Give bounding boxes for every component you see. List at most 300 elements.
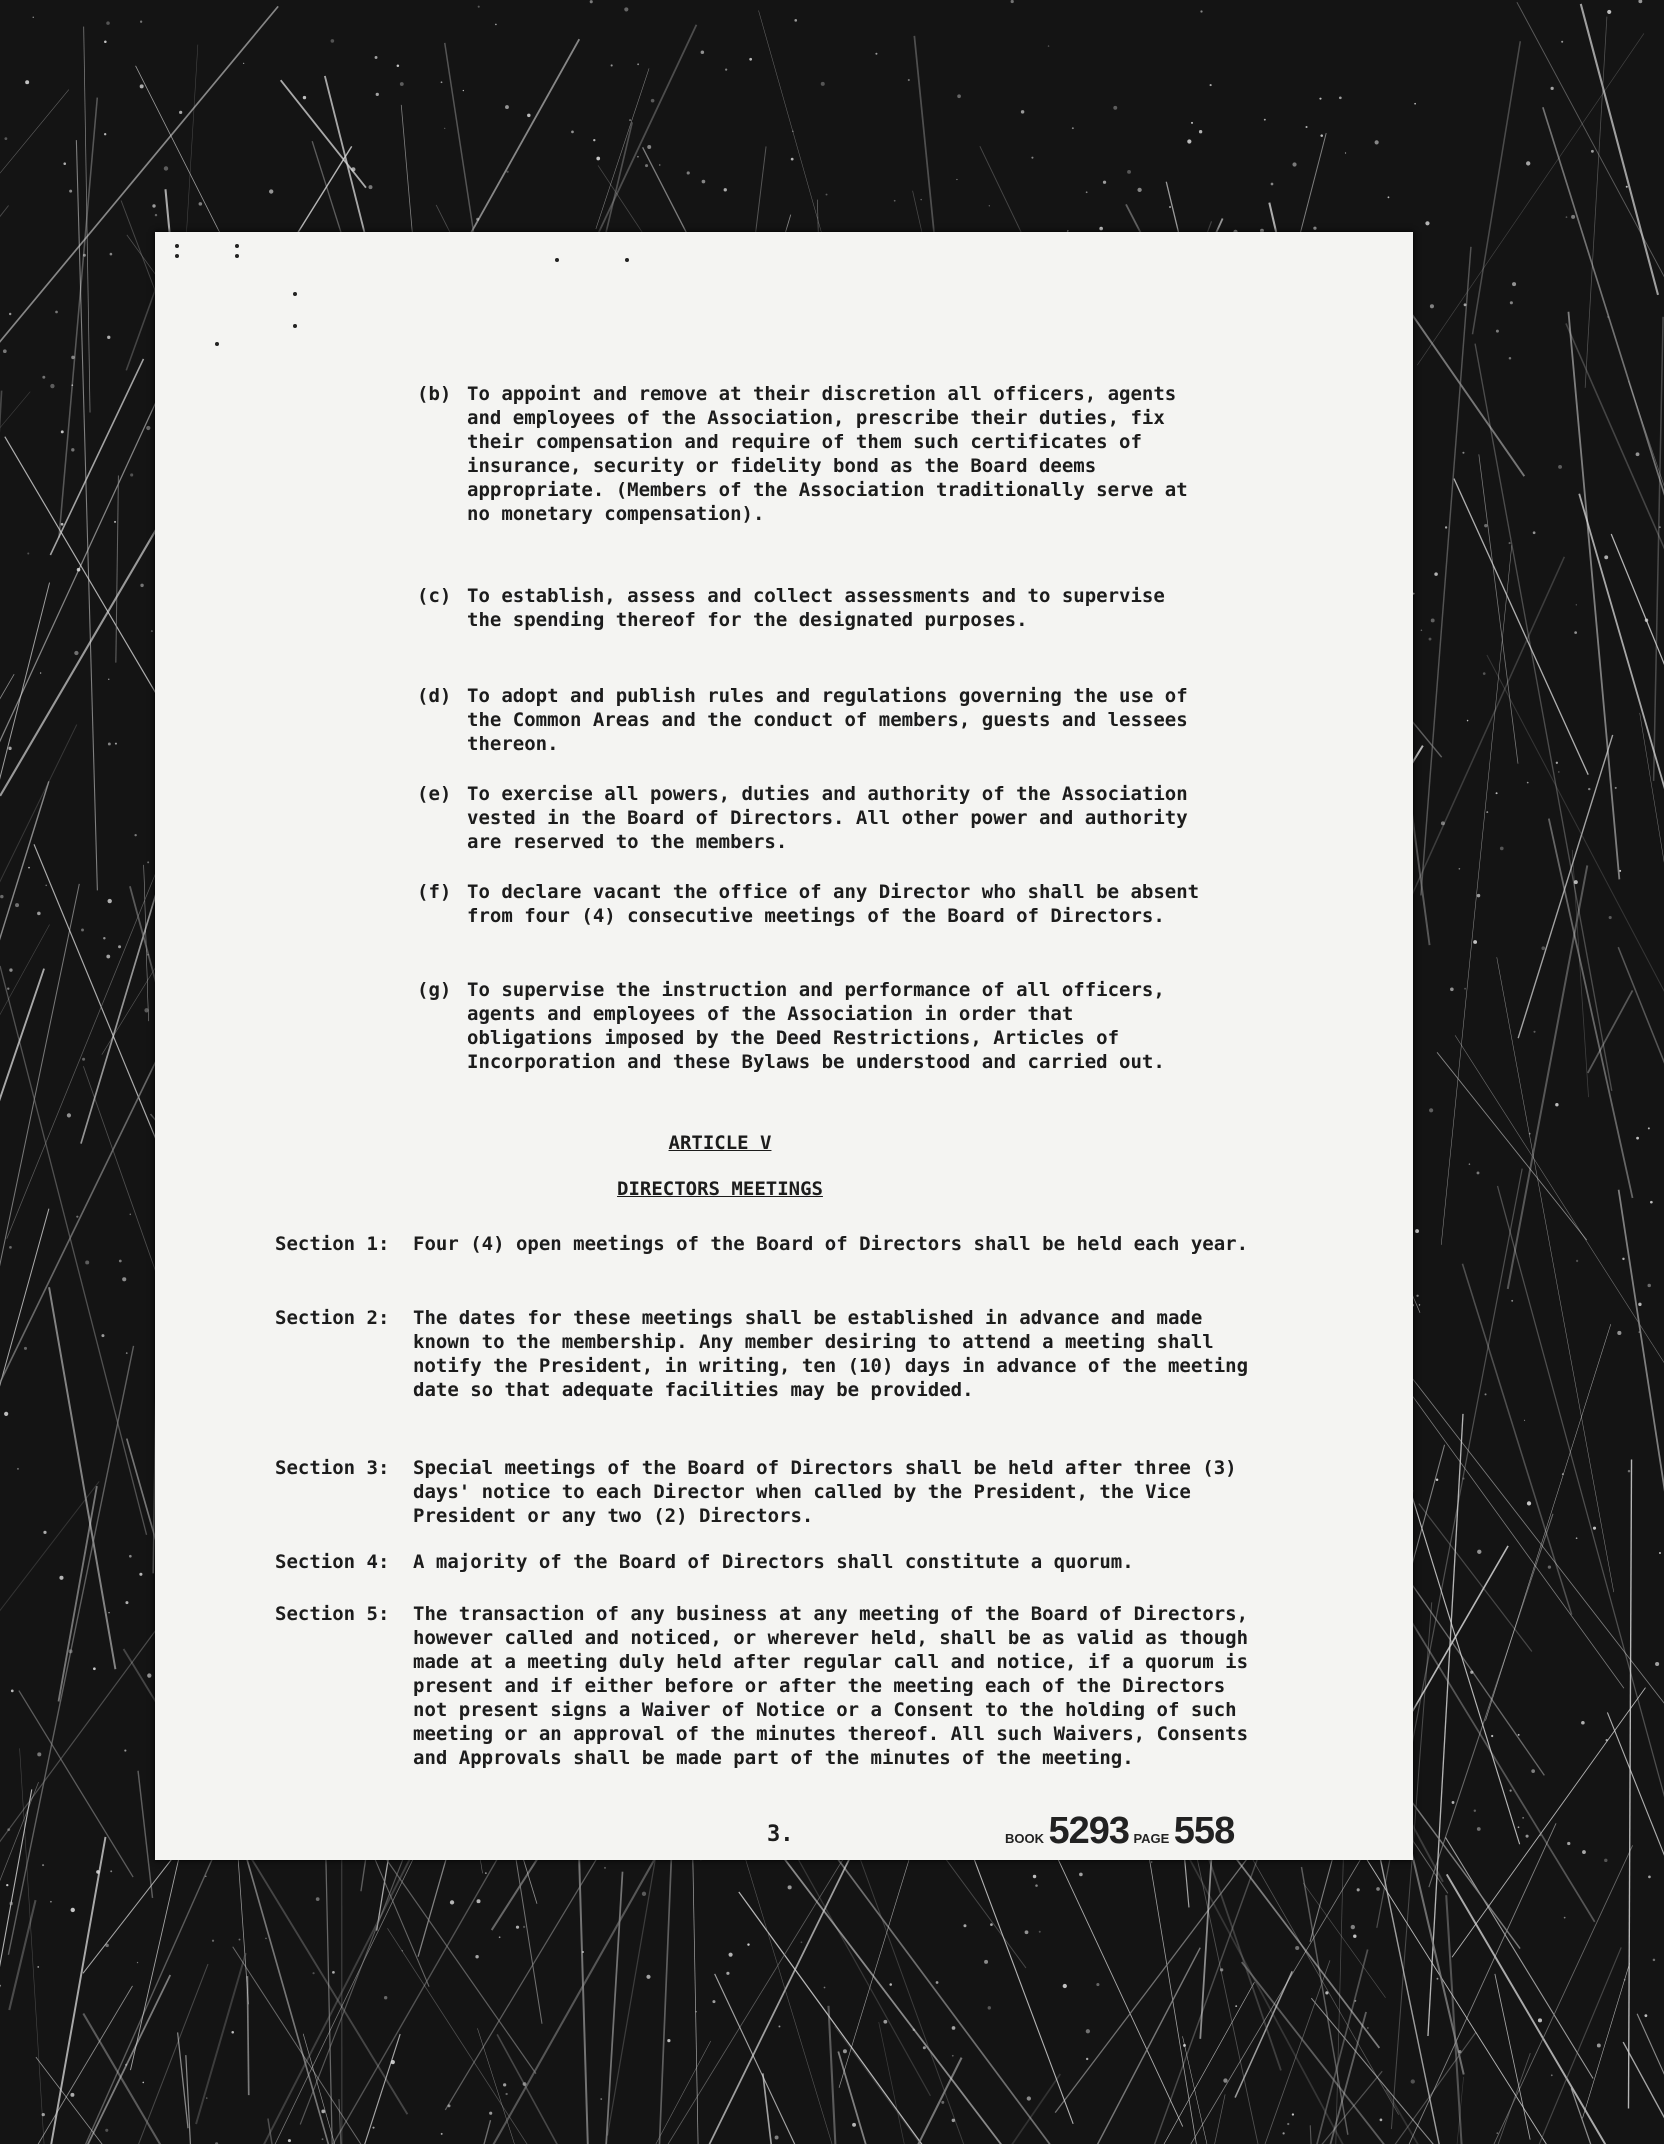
noise-speck: [69, 1649, 73, 1653]
noise-speck: [1484, 524, 1487, 527]
noise-speck: [952, 2119, 955, 2122]
noise-speck: [9, 1902, 13, 1906]
noise-speck: [984, 1960, 988, 1964]
noise-speck: [1562, 1473, 1564, 1475]
noise-speck: [152, 204, 155, 207]
noise-speck: [1414, 103, 1416, 105]
scratch-line: [1487, 655, 1664, 1187]
noise-speck: [1636, 1137, 1639, 1140]
noise-speck: [444, 128, 445, 129]
noise-speck: [747, 1943, 749, 1945]
section-text: A majority of the Board of Directors shall constitute a quorum.: [413, 1551, 1134, 1573]
noise-speck: [42, 2113, 45, 2116]
noise-speck: [397, 64, 400, 67]
noise-speck: [1555, 1103, 1558, 1106]
noise-speck: [9, 313, 11, 315]
noise-speck: [1375, 140, 1379, 144]
noise-speck: [1574, 631, 1577, 634]
noise-speck: [103, 937, 105, 939]
scratch-line: [477, 2028, 570, 2144]
scratch-line: [247, 1976, 248, 2095]
noise-speck: [63, 162, 66, 165]
noise-speck: [794, 19, 797, 22]
noise-speck: [1151, 1861, 1152, 1862]
scratch-line: [1479, 454, 1518, 763]
noise-speck: [582, 1951, 584, 1953]
power-item-d: [417, 684, 1207, 756]
noise-speck: [1470, 1671, 1473, 1674]
noise-speck: [42, 1864, 44, 1866]
document-page: [155, 232, 1413, 1860]
scratch-line: [341, 2120, 491, 2144]
noise-speck: [96, 1870, 100, 1874]
noise-speck: [59, 1576, 63, 1580]
noise-speck: [147, 1673, 151, 1677]
noise-speck: [1339, 96, 1342, 99]
noise-speck: [104, 40, 107, 43]
noise-speck: [596, 157, 600, 161]
scratch-line: [0, 1209, 49, 1762]
noise-speck: [667, 2039, 670, 2042]
noise-speck: [1011, 0, 1014, 3]
scratch-line: [1273, 2032, 1476, 2144]
noise-speck: [134, 834, 136, 836]
noise-speck: [1292, 162, 1296, 166]
noise-speck: [369, 185, 373, 189]
noise-speck: [164, 166, 168, 170]
item-label: (g): [417, 979, 452, 1001]
noise-speck: [1169, 206, 1171, 208]
noise-speck: [1063, 1984, 1067, 1988]
item-text: To establish, assess and collect assessments and to supervise the spending thereof for the designated purposes.: [467, 585, 1165, 631]
noise-speck: [1496, 330, 1499, 333]
noise-speck: [1551, 87, 1554, 90]
noise-speck: [1582, 1850, 1586, 1854]
noise-speck: [50, 384, 54, 388]
noise-speck: [1416, 1295, 1418, 1297]
scratch-line: [1062, 1982, 1255, 2144]
noise-speck: [288, 2139, 291, 2142]
scratch-line: [324, 2034, 400, 2144]
noise-speck: [77, 568, 81, 572]
item-text: To supervise the instruction and performance of all officers, agents and employees of the Association in order that obligations imposed by the Deed Restrictions, Articles of Incorporation and these Bylaws be understood and carried out.: [467, 979, 1165, 1073]
scratch-line: [1618, 947, 1664, 1248]
noise-speck: [523, 1926, 525, 1928]
noise-speck: [1033, 1875, 1036, 1878]
scratch-line: [50, 359, 143, 555]
noise-speck: [33, 17, 34, 18]
scratch-line: [828, 2006, 853, 2144]
noise-speck: [1431, 619, 1435, 623]
scratch-line: [0, 392, 30, 611]
noise-speck: [527, 114, 530, 117]
scratch-line: [1455, 1035, 1664, 1449]
scratch-line: [1640, 713, 1664, 1434]
noise-speck: [1458, 2050, 1461, 2053]
noise-speck: [1477, 1827, 1481, 1831]
noise-speck: [1617, 1331, 1621, 1335]
noise-speck: [137, 1962, 138, 1963]
noise-speck: [1609, 916, 1612, 919]
scratch-line: [1611, 534, 1664, 1029]
noise-speck: [108, 742, 111, 745]
noise-speck: [104, 133, 106, 135]
scratch-line: [0, 583, 50, 963]
power-item-b: [417, 382, 1207, 526]
noise-speck: [50, 1901, 52, 1903]
noise-speck: [199, 202, 203, 206]
noise-speck: [1411, 2079, 1415, 2083]
noise-speck: [384, 1996, 387, 1999]
noise-speck: [1576, 1260, 1578, 1262]
noise-speck: [1526, 161, 1530, 165]
noise-speck: [1437, 1978, 1439, 1980]
noise-speck: [1648, 1876, 1651, 1879]
noise-speck: [1604, 555, 1608, 559]
noise-speck: [788, 1885, 792, 1889]
scratch-line: [0, 1481, 99, 1935]
noise-speck: [140, 584, 143, 587]
item-label: (d): [417, 685, 452, 707]
noise-speck: [1086, 2029, 1090, 2033]
scratch-line: [1543, 107, 1664, 597]
noise-speck: [76, 1216, 78, 1218]
noise-speck: [1561, 41, 1563, 43]
noise-speck: [206, 2097, 207, 2098]
noise-speck: [1429, 638, 1432, 641]
noise-speck: [37, 1752, 41, 1756]
noise-speck: [506, 171, 508, 173]
scratch-line: [1579, 494, 1664, 850]
scratch-line: [1654, 317, 1663, 781]
noise-speck: [624, 7, 628, 11]
scratch-line: [879, 2022, 908, 2144]
noise-speck: [1527, 1501, 1531, 1505]
scratch-line: [1447, 1874, 1633, 2144]
section-text: Special meetings of the Board of Directors shall be held after three (3) days' notice to each Director when called by the President, the Vice President or any two (2) Directors.: [413, 1457, 1237, 1527]
noise-speck: [402, 1950, 403, 1951]
noise-speck: [1548, 1565, 1551, 1568]
scratch-line: [0, 1837, 105, 2144]
noise-speck: [243, 63, 244, 64]
book-page-stamp: [1005, 1810, 1234, 1853]
noise-speck: [140, 84, 144, 88]
noise-speck: [83, 254, 86, 257]
noise-speck: [1086, 2058, 1088, 2060]
noise-speck: [7, 1828, 10, 1831]
noise-speck: [441, 2133, 443, 2135]
noise-speck: [778, 2025, 780, 2027]
section-label: Section 3:: [275, 1457, 390, 1479]
noise-speck: [155, 214, 157, 216]
noise-speck: [1305, 126, 1307, 128]
scratch-line: [1421, 247, 1471, 896]
scratch-line: [1637, 2014, 1664, 2144]
scratch-line: [19, 1691, 133, 1878]
noise-speck: [1624, 1979, 1626, 1981]
item-text: To adopt and publish rules and regulations governing the use of the Common Areas and the conduct of members, guests and lessees thereon.: [467, 685, 1188, 755]
noise-speck: [1464, 303, 1467, 306]
noise-speck: [1659, 1552, 1661, 1554]
scratch-line: [1473, 41, 1521, 334]
noise-speck: [1127, 170, 1131, 174]
noise-speck: [25, 80, 29, 84]
scratch-line: [1454, 479, 1588, 775]
noise-speck: [478, 6, 480, 8]
noise-speck: [852, 2123, 856, 2127]
noise-speck: [826, 194, 828, 196]
noise-speck: [1626, 186, 1628, 188]
noise-speck: [24, 1347, 27, 1350]
noise-speck: [791, 158, 794, 161]
noise-speck: [1485, 1393, 1487, 1395]
noise-speck: [400, 82, 404, 86]
noise-speck: [645, 164, 648, 167]
noise-speck: [125, 2064, 127, 2066]
section-label: Section 1:: [275, 1233, 390, 1255]
noise-speck: [1264, 119, 1266, 121]
noise-speck: [27, 552, 29, 554]
scratch-line: [186, 2055, 214, 2144]
noise-speck: [505, 2093, 507, 2095]
noise-speck: [523, 2082, 527, 2086]
noise-speck: [1655, 1662, 1659, 1666]
noise-speck: [1653, 1959, 1656, 1962]
item-label: (b): [417, 383, 452, 405]
noise-speck: [503, 2083, 506, 2086]
noise-speck: [1367, 2027, 1368, 2028]
noise-speck: [659, 164, 660, 165]
scratch-line: [1588, 990, 1633, 1072]
scratch-line: [1310, 2125, 1317, 2144]
scratch-line: [1462, 1264, 1571, 1615]
noise-speck: [82, 1058, 85, 1061]
noise-speck: [883, 2020, 887, 2024]
noise-speck: [28, 867, 30, 869]
noise-speck: [1388, 196, 1390, 198]
scratch-line: [747, 2074, 1060, 2144]
noise-speck: [1574, 880, 1578, 884]
section-1: [275, 1232, 1275, 1256]
noise-speck: [875, 53, 877, 55]
item-text: To appoint and remove at their discretion all officers, agents and employees of the Association, prescribe their duties, fix their compensation and require of them such certificates of insurance, security or fidelity bond as the Board deems appropriate. (Members of the Association traditionally serve at no monetary compensation).: [467, 383, 1188, 525]
noise-speck: [952, 2055, 954, 2057]
scratch-line: [1419, 1504, 1532, 1652]
noise-speck: [1511, 1300, 1513, 1302]
noise-speck: [146, 426, 150, 430]
noise-speck: [1558, 465, 1562, 469]
noise-speck: [321, 2110, 325, 2114]
noise-speck: [1522, 1817, 1524, 1819]
scratch-line: [1585, 17, 1607, 388]
scratch-line: [233, 1947, 501, 2144]
noise-speck: [101, 1334, 104, 1337]
scratch-line: [1475, 344, 1612, 1091]
noise-speck: [450, 1900, 454, 1904]
noise-speck: [1313, 227, 1316, 230]
scratch-line: [1264, 1823, 1556, 2144]
noise-speck: [821, 82, 825, 86]
scratch-line: [84, 27, 90, 413]
noise-speck: [17, 1468, 19, 1470]
noise-speck: [142, 2082, 144, 2084]
scratch-line: [1301, 1867, 1347, 2135]
noise-speck: [485, 1872, 487, 1874]
noise-speck: [725, 69, 727, 71]
noise-speck: [1510, 301, 1513, 304]
noise-speck: [115, 743, 117, 745]
scratch-line: [0, 966, 147, 1535]
noise-speck: [1512, 282, 1516, 286]
noise-speck: [843, 2049, 847, 2053]
scratch-line: [1303, 1883, 1385, 1998]
noise-speck: [1096, 1983, 1099, 1986]
noise-speck: [1474, 1809, 1476, 1811]
noise-speck: [71, 448, 74, 451]
noise-speck: [119, 1260, 122, 1263]
noise-speck: [1576, 604, 1577, 605]
noise-speck: [1558, 771, 1559, 772]
noise-speck: [1531, 1769, 1535, 1773]
noise-speck: [448, 2104, 451, 2107]
noise-speck: [1445, 526, 1447, 528]
noise-speck: [105, 1944, 109, 1948]
noise-speck: [61, 430, 64, 433]
noise-speck: [1593, 1527, 1596, 1530]
noise-speck: [941, 2101, 944, 2104]
noise-speck: [1419, 1304, 1420, 1305]
noise-speck: [269, 189, 273, 193]
noise-speck: [1434, 572, 1438, 576]
noise-speck: [179, 111, 182, 114]
noise-speck: [1556, 762, 1558, 764]
scratch-line: [1487, 1845, 1632, 2144]
section-2: [275, 1306, 1275, 1402]
noise-speck: [1021, 110, 1024, 113]
noise-speck: [1597, 2044, 1601, 2048]
noise-speck: [1647, 1284, 1650, 1287]
noise-speck: [118, 945, 121, 948]
noise-speck: [1099, 227, 1103, 231]
noise-speck: [4, 137, 7, 140]
scratch-line: [126, 287, 156, 371]
noise-speck: [1518, 1734, 1520, 1736]
noise-speck: [105, 2129, 108, 2132]
scratch-line: [1441, 545, 1512, 1244]
power-item-e: [417, 782, 1207, 854]
noise-speck: [1113, 106, 1117, 110]
noise-speck: [952, 2026, 956, 2030]
noise-speck: [1320, 134, 1323, 137]
noise-speck: [1510, 1790, 1512, 1792]
noise-speck: [147, 861, 149, 863]
noise-speck: [1467, 720, 1469, 722]
noise-speck: [1295, 1946, 1299, 1950]
noise-speck: [70, 2093, 74, 2097]
noise-speck: [1648, 1127, 1650, 1129]
noise-speck: [1477, 1171, 1480, 1174]
noise-speck: [1462, 1477, 1464, 1479]
noise-speck: [303, 96, 306, 99]
noise-speck: [114, 521, 116, 523]
noise-speck: [126, 1352, 128, 1354]
noise-speck: [651, 99, 655, 103]
scratch-line: [1150, 1860, 1210, 2144]
noise-speck: [1319, 98, 1321, 100]
scratch-line: [0, 924, 50, 1478]
noise-speck: [712, 2000, 715, 2003]
noise-speck: [749, 58, 752, 61]
scratch-line: [178, 2032, 188, 2128]
noise-speck: [125, 1601, 128, 1604]
noise-speck: [322, 2138, 324, 2140]
noise-speck: [1459, 868, 1461, 870]
noise-speck: [1235, 2005, 1237, 2007]
scratch-line: [49, 1287, 115, 1669]
noise-speck: [1500, 847, 1504, 851]
noise-speck: [1223, 2078, 1227, 2082]
scratch-line: [1437, 1052, 1587, 1240]
noise-speck: [475, 1955, 478, 1958]
noise-speck: [85, 1260, 89, 1264]
scratch-line: [1583, 1963, 1630, 2118]
noise-speck: [11, 1690, 14, 1693]
noise-speck: [42, 376, 45, 379]
noise-speck: [702, 180, 706, 184]
noise-speck: [1469, 1163, 1471, 1165]
noise-speck: [963, 1924, 966, 1927]
noise-speck: [1496, 2132, 1498, 2134]
noise-speck: [1509, 357, 1512, 360]
section-label: Section 5:: [275, 1603, 390, 1625]
noise-speck: [231, 2031, 234, 2034]
noise-speck: [1351, 1925, 1355, 1929]
noise-speck: [106, 21, 110, 25]
noise-speck: [4, 1412, 8, 1416]
noise-speck: [726, 1972, 729, 1975]
noise-speck: [1566, 216, 1568, 218]
book-label: BOOK: [1005, 1831, 1044, 1846]
noise-speck: [936, 1981, 939, 1984]
noise-speck: [1187, 139, 1191, 143]
noise-speck: [1491, 1735, 1493, 1737]
noise-speck: [913, 2028, 916, 2031]
scratch-line: [1183, 2036, 1326, 2144]
scratch-line: [1628, 1460, 1631, 2109]
noise-speck: [7, 988, 9, 990]
noise-speck: [611, 64, 613, 66]
noise-speck: [45, 885, 46, 886]
noise-speck: [1567, 1842, 1570, 1845]
noise-speck: [1638, 1331, 1639, 1332]
noise-speck: [110, 1870, 112, 1872]
scratch-line: [1518, 735, 1613, 1038]
noise-speck: [590, 0, 593, 3]
noise-speck: [331, 39, 335, 43]
noise-speck: [516, 1926, 519, 1929]
noise-speck: [1606, 1739, 1608, 1741]
noise-speck: [1571, 215, 1575, 219]
noise-speck: [1191, 122, 1193, 124]
scratch-line: [83, 2013, 467, 2144]
noise-speck: [1473, 940, 1477, 944]
section-label: Section 4:: [275, 1551, 390, 1573]
noise-speck: [108, 899, 112, 903]
noise-speck: [130, 1214, 132, 1216]
scratch-line: [767, 2058, 962, 2144]
noise-speck: [477, 1899, 481, 1903]
scratch-line: [1517, 2, 1664, 431]
